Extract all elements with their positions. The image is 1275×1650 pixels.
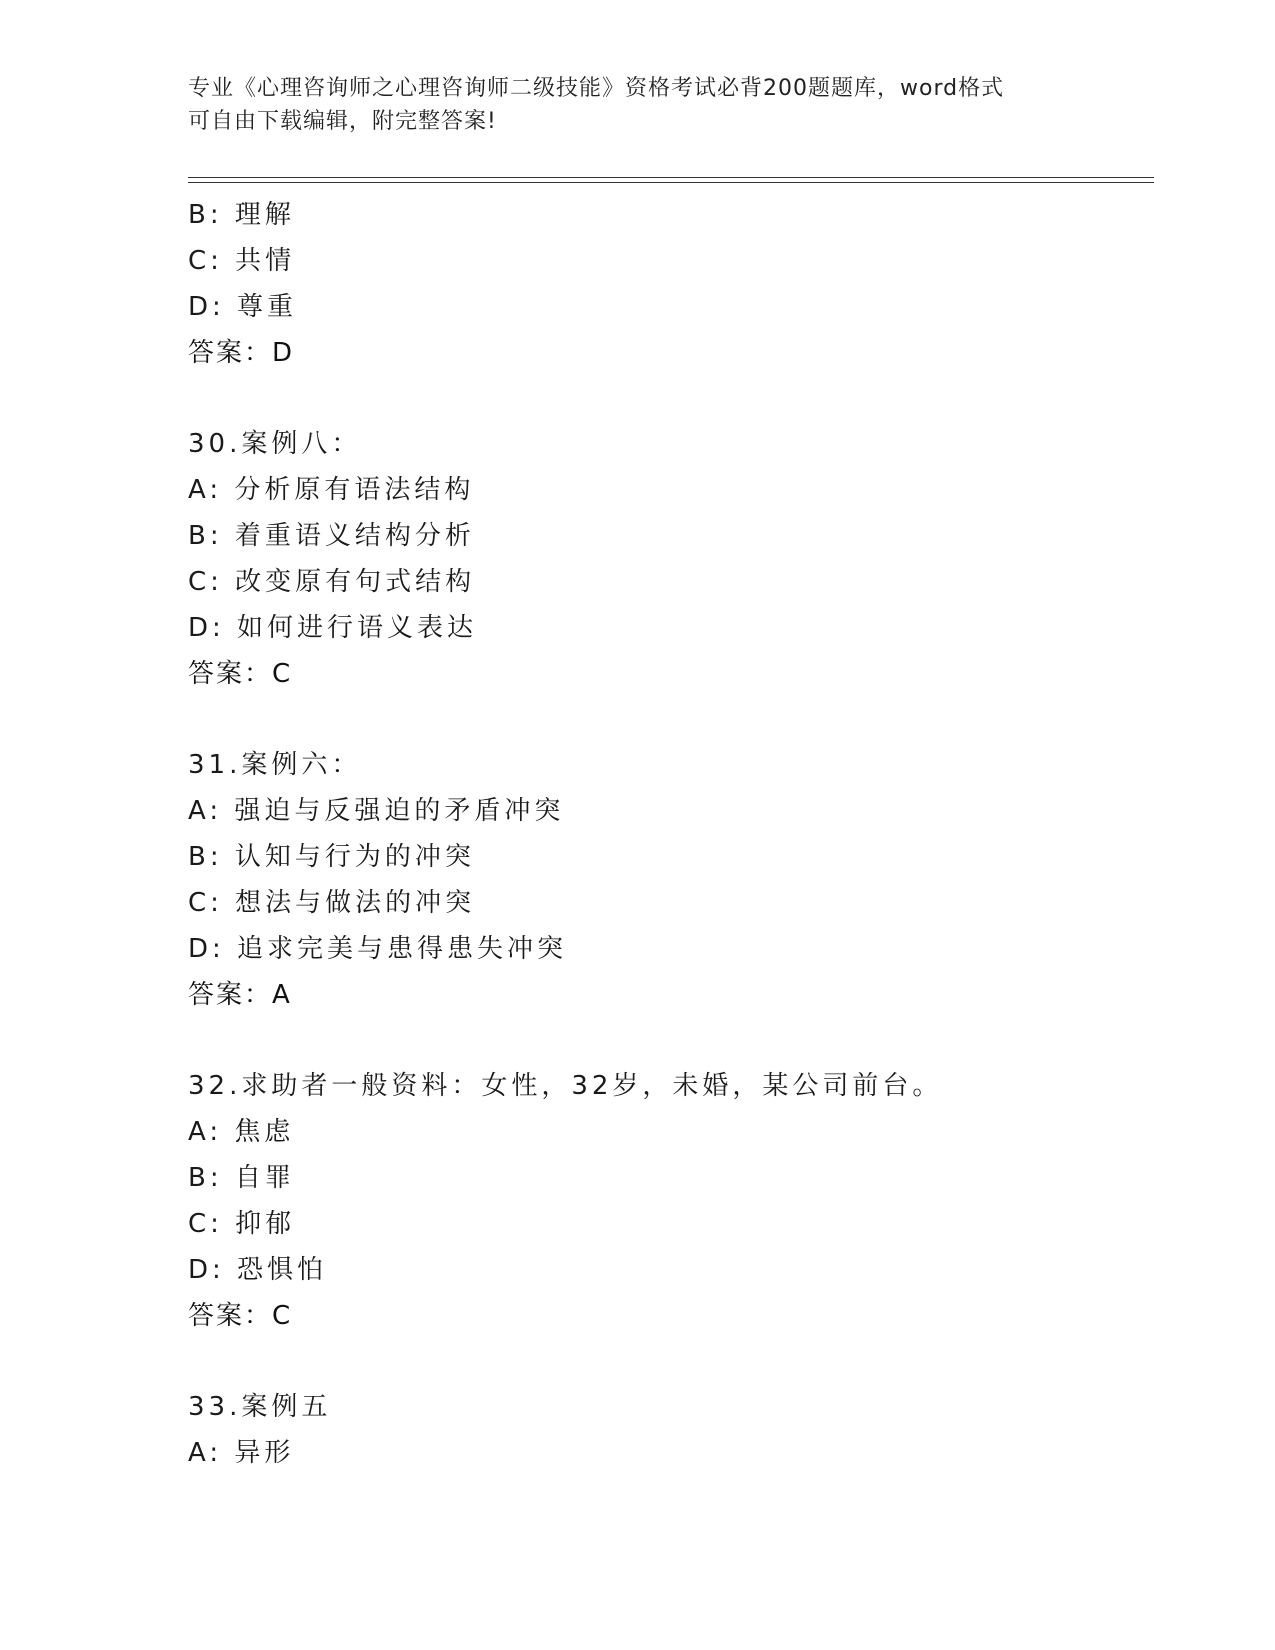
option-c: C: 共情	[188, 246, 296, 276]
option-a: A: 分析原有语法结构	[188, 475, 475, 505]
question-list	[188, 192, 1148, 1476]
option-c: C: 抑郁	[188, 1209, 296, 1239]
question-stem: 33.案例五	[188, 1392, 332, 1422]
header-title-line-2: 可自由下载编辑，附完整答案!	[188, 109, 497, 134]
question-31	[188, 742, 1148, 1018]
question-stem: 32.求助者一般资料：女性，32岁，未婚，某公司前台。	[188, 1071, 943, 1101]
option-b: B: 认知与行为的冲突	[188, 842, 475, 872]
option-c: C: 想法与做法的冲突	[188, 888, 476, 918]
option-b: B: 理解	[188, 200, 295, 230]
header-divider-top	[188, 177, 1154, 178]
option-a: A: 强迫与反强迫的矛盾冲突	[188, 796, 565, 826]
answer-line: 答案：C	[188, 659, 293, 689]
option-d: D: 如何进行语义表达	[188, 613, 478, 643]
option-d: D: 追求完美与患得患失冲突	[188, 934, 568, 964]
option-a: A: 异形	[188, 1438, 295, 1468]
option-a: A: 焦虑	[188, 1117, 295, 1147]
question-32	[188, 1063, 1148, 1339]
question-stem: 31.案例六：	[188, 750, 362, 780]
option-b: B: 自罪	[188, 1163, 295, 1193]
option-b: B: 着重语义结构分析	[188, 521, 475, 551]
document-header	[188, 72, 1088, 138]
question-33	[188, 1384, 1148, 1476]
question-stem: 30.案例八：	[188, 429, 362, 459]
answer-line: 答案：A	[188, 980, 292, 1010]
option-c: C: 改变原有句式结构	[188, 567, 476, 597]
option-d: D: 尊重	[188, 292, 298, 322]
question-fragment	[188, 192, 1148, 376]
header-divider-bottom	[188, 182, 1154, 183]
header-title-line-1: 专业《心理咨询师之心理咨询师二级技能》资格考试必背200题题库，word格式	[188, 76, 1005, 101]
question-30	[188, 421, 1148, 697]
answer-line: 答案：D	[188, 338, 295, 368]
answer-line: 答案：C	[188, 1301, 293, 1331]
option-d: D: 恐惧怕	[188, 1255, 328, 1285]
